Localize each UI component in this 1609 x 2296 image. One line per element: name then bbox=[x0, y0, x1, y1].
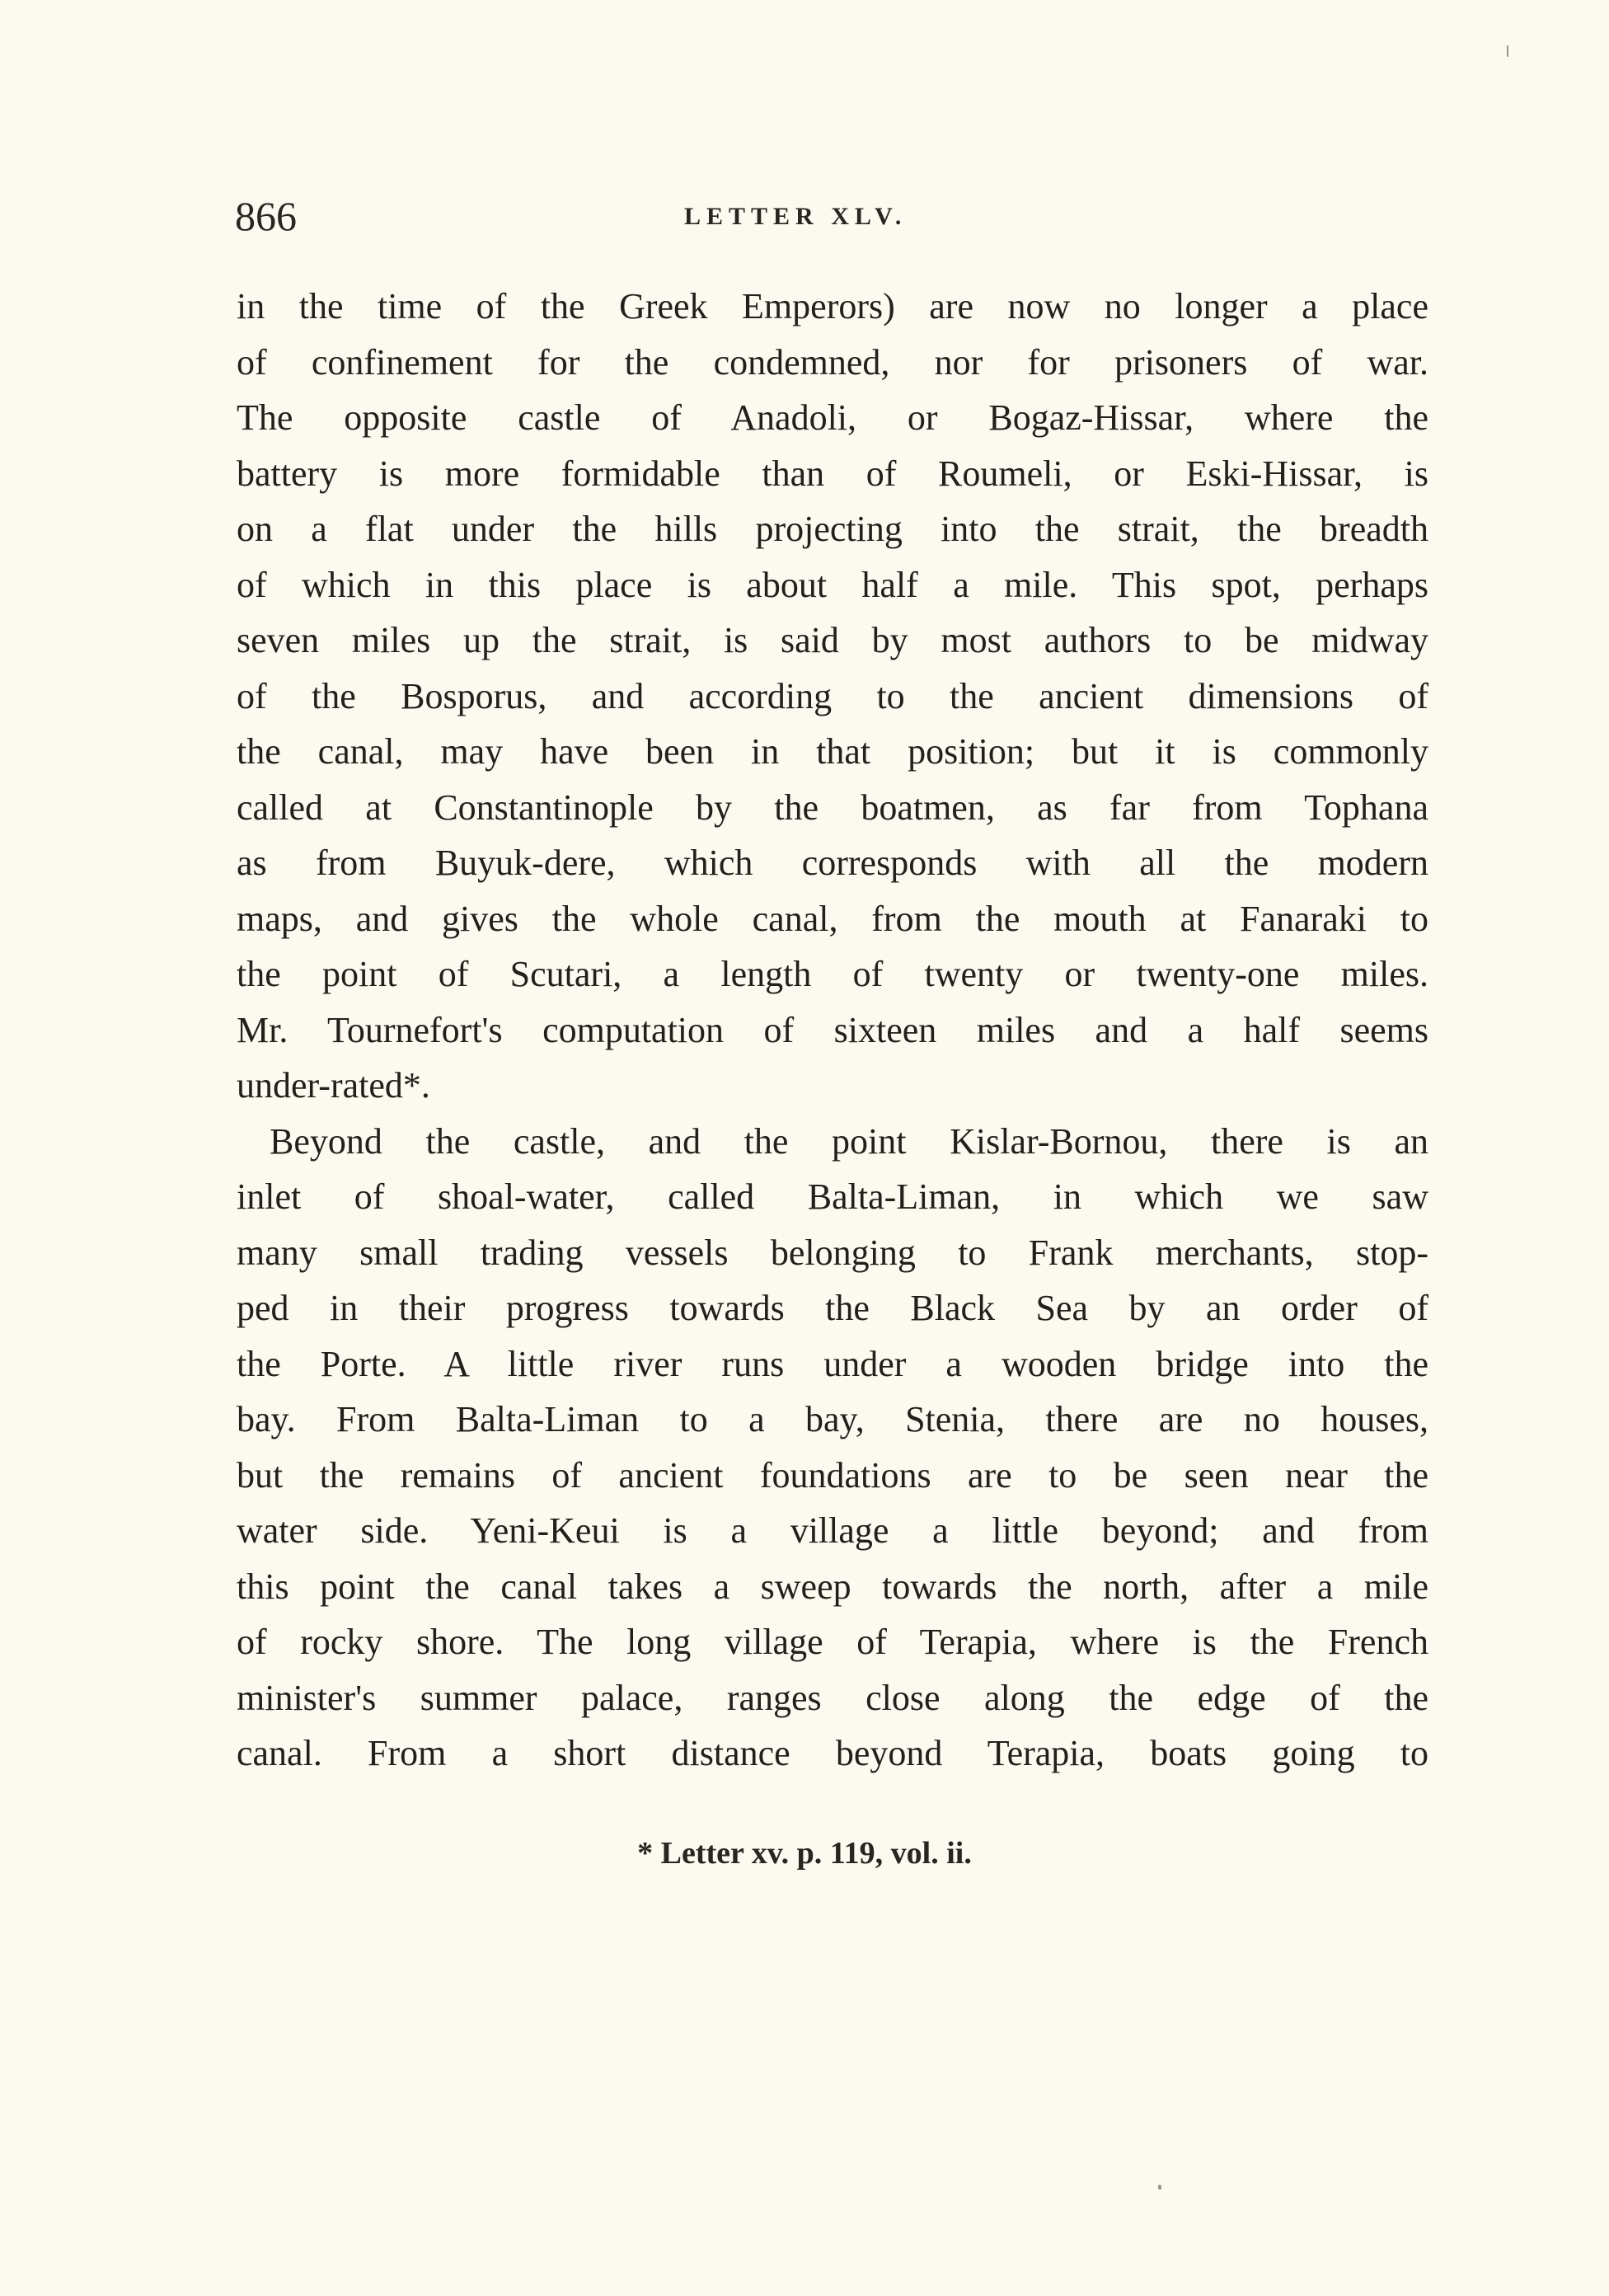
text-line: on a flat under the hills projecting into the strait, the breadth bbox=[237, 509, 1428, 549]
text-line: inlet of shoal-water, called Balta-Liman, in which we saw bbox=[237, 1176, 1428, 1217]
text-line: minister's summer palace, ranges close along the edge of the bbox=[237, 1677, 1428, 1718]
text-line: canal. From a short distance beyond Terapia, boats going to bbox=[237, 1733, 1428, 1773]
text-line: the Porte. A little river runs under a wooden bridge into the bbox=[237, 1343, 1428, 1384]
text-line: ped in their progress towards the Black Sea by an order of bbox=[237, 1288, 1428, 1328]
text-line: but the remains of ancient foundations are to be seen near the bbox=[237, 1454, 1428, 1495]
page-header bbox=[235, 191, 1430, 241]
running-head: LETTER XLV. bbox=[684, 203, 908, 230]
text-line: this point the canal takes a sweep towards the north, after a mile bbox=[237, 1566, 1428, 1607]
text-line: Mr. Tournefort's computation of sixteen miles and a half seems bbox=[237, 1009, 1428, 1050]
text-line-paragraph-end: under-rated*. bbox=[237, 1065, 430, 1106]
text-line: in the time of the Greek Emperors) are now no longer a place bbox=[237, 286, 1428, 326]
text-line: battery is more formidable than of Roumeli, or Eski-Hissar, is bbox=[237, 453, 1428, 494]
text-line: bay. From Balta-Liman to a bay, Stenia, there are no houses, bbox=[237, 1399, 1428, 1439]
footnote: * Letter xv. p. 119, vol. ii. bbox=[637, 1836, 972, 1871]
text-line: many small trading vessels belonging to Frank merchants, stop- bbox=[237, 1232, 1428, 1273]
text-line: of which in this place is about half a mile. This spot, perhaps bbox=[237, 564, 1428, 605]
paper-speck bbox=[1158, 2185, 1161, 2190]
text-line: of rocky shore. The long village of Terapia, where is the French bbox=[237, 1622, 1428, 1662]
page-number: 866 bbox=[235, 193, 297, 239]
text-line: The opposite castle of Anadoli, or Bogaz-Hissar, where the bbox=[237, 397, 1428, 438]
paper-speck bbox=[1507, 45, 1508, 57]
text-line-paragraph-start: Beyond the castle, and the point Kislar-Bornou, there is an bbox=[270, 1120, 1428, 1162]
text-line: maps, and gives the whole canal, from the mouth at Fanaraki to bbox=[237, 898, 1428, 939]
body-text bbox=[237, 279, 1428, 1782]
text-line: the canal, may have been in that position; but it is commonly bbox=[237, 731, 1428, 772]
text-line: of confinement for the condemned, nor for prisoners of war. bbox=[237, 341, 1428, 383]
text-line: as from Buyuk-dere, which corresponds with all the modern bbox=[237, 843, 1428, 883]
text-line: the point of Scutari, a length of twenty or twenty-one miles. bbox=[237, 954, 1428, 994]
text-line: called at Constantinople by the boatmen, as far from Tophana bbox=[237, 786, 1428, 828]
text-line: of the Bosporus, and according to the ancient dimensions of bbox=[237, 675, 1428, 716]
text-line: seven miles up the strait, is said by most authors to be midway bbox=[237, 620, 1428, 660]
text-line: water side. Yeni-Keui is a village a little beyond; and from bbox=[237, 1510, 1428, 1551]
